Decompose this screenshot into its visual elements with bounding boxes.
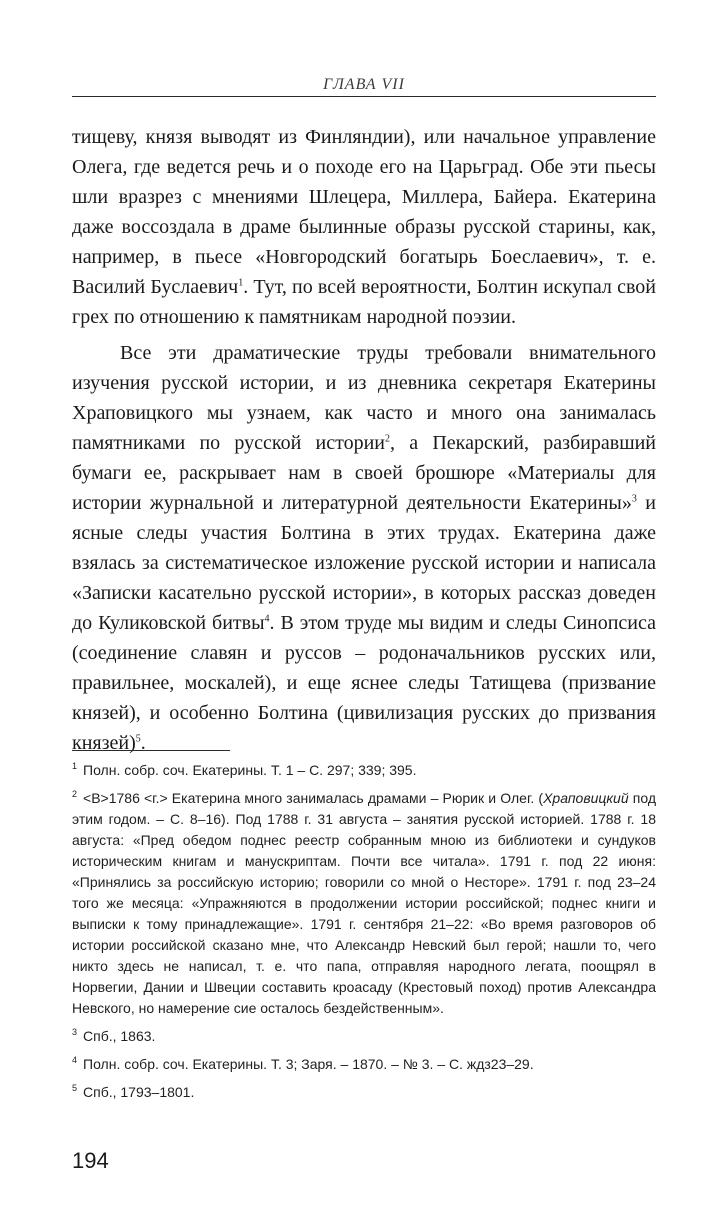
footnote-2 xyxy=(72,788,656,1019)
footnote-1 xyxy=(72,760,656,781)
footnote-5-text: Спб., 1793–1801. xyxy=(83,1084,195,1100)
paragraph-2 xyxy=(72,338,656,758)
main-text xyxy=(72,122,656,764)
paragraph-2-text-c: и ясные следы участия Болтина в этих трудах. Екатерина даже взялась за систематическое изложение русской истории и написала «Записки касательно русской истории», в которых рассказ доведен до Куликовской битвы xyxy=(72,492,657,634)
paragraph-2-text-e: . xyxy=(140,732,146,754)
paragraph-2-text-d: . В этом труде мы видим и следы Синопсиса (соединение славян и руссов – родоначальников русских или, правильнее, москалей), и еще яснее следы Татищева (призвание князей), и особенно Болтина (цивилизация русских до призвания князей) xyxy=(72,612,657,754)
page-number: 194 xyxy=(72,1148,109,1173)
paragraph-1 xyxy=(72,122,656,332)
footnote-rule xyxy=(72,750,230,751)
footnote-ref-4: 4 xyxy=(264,613,270,625)
paragraph-1-text-a: тищеву, князя выводят из Финляндии), или начальное управление Олега, где ведется речь и о походе его на Царьград. Обе эти пьесы шли вразрез с мнениями Шлецера, Миллера, Байера. Екатерина даже воссоздала в драме былинные образы русской старины, как, например, в пьесе «Новгородский богатырь Боеслаевич», т. е. Василий Буслаевич xyxy=(72,126,656,298)
footnote-3 xyxy=(72,1026,656,1047)
footnotes xyxy=(72,760,656,1110)
footnote-2-number: 2 xyxy=(72,789,78,800)
footnote-3-number: 3 xyxy=(72,1027,78,1038)
paragraph-2-text-b: , а Пекарский, разбиравший бумаги ее, раскрывает нам в своей брошюре «Материалы для истории журнальной и литературной деятельности Екатерины» xyxy=(72,432,656,514)
footnote-2-italic: Храповицкий xyxy=(543,790,629,806)
footnote-4-text: Полн. собр. соч. Екатерины. Т. 3; Заря. – 1870. – № 3. – С. ждз23–29. xyxy=(83,1056,534,1072)
footnote-ref-2: 2 xyxy=(385,433,391,445)
footnote-1-text: Полн. собр. соч. Екатерины. Т. 1 – С. 297; 339; 395. xyxy=(83,762,417,778)
paragraph-1-text-b: . Тут, по всей вероятности, Болтин искупал свой грех по отношению к памятникам народной поэзии. xyxy=(72,276,656,328)
footnote-3-text: Спб., 1863. xyxy=(83,1028,156,1044)
footnote-ref-3: 3 xyxy=(631,493,637,505)
paragraph-2-text-a: Все эти драматические труды требовали внимательного изучения русской истории, и из дневника секретаря Екатерины Храповицкого мы узнаем, как часто и много она занималась памятниками по русской истории xyxy=(72,342,656,454)
footnote-ref-1: 1 xyxy=(238,277,244,289)
footnote-ref-5: 5 xyxy=(135,733,141,745)
header-rule xyxy=(72,96,656,97)
footnote-4 xyxy=(72,1054,656,1075)
footnote-4-number: 4 xyxy=(72,1055,78,1066)
footnote-5-number: 5 xyxy=(72,1083,78,1094)
footnote-5 xyxy=(72,1082,656,1103)
footnote-1-number: 1 xyxy=(72,761,78,772)
footnote-2-text-b: под этим годом. – С. 8–16). Под 1788 г. 31 августа – занятия русской историей. 1788 г. 18 августа: «Пред обедом поднес реестр собранным мною из библиотеки и сундуков историческим книгам и манускриптам. Почти все читала». 1791 г. под 22 июня: «Принялись за российскую историю; говорили со мной о Несторе». 1791 г. под 23–24 того же месяца: «Упражняются в продолжении истории российской; поднес книги и выписки к тому принадлежащие». 1791 г. сентября 21–22: «Во время разговоров об истории российской сказано мне, что Александр Невский был герой; нашли то, чего никто здесь не написал, т. е. что папа, отправляя народного легата, поощрял в Норвегии, Дании и Швеции составить кроасаду (Крестовый поход) против Александра Невского, но намерение сие осталось бездейственным». xyxy=(72,790,656,1016)
footnote-2-text-a: <B>1786 <г.> Екатерина много занималась драмами – Рюрик и Олег. ( xyxy=(83,790,544,806)
running-header: ГЛАВА VII xyxy=(323,76,405,93)
